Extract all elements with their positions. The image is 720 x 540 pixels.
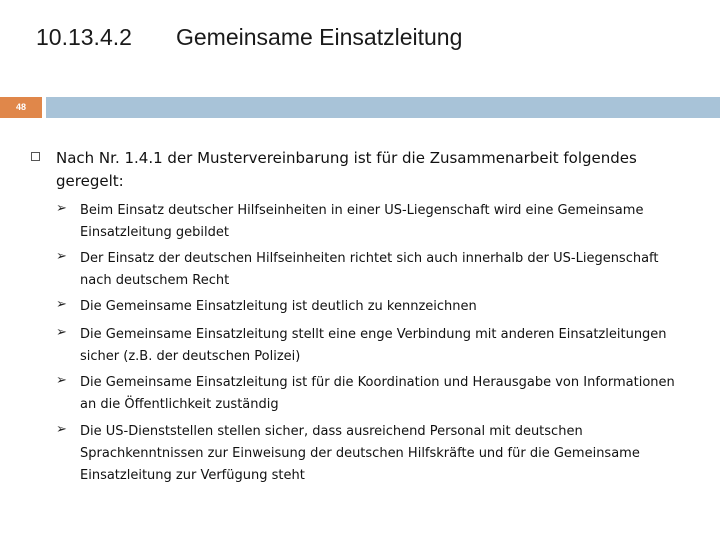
slide-title xyxy=(36,24,462,51)
section-number: 10.13.4.2 xyxy=(36,24,132,50)
main-point: Nach Nr. 1.4.1 der Mustervereinbarung ist für die Zusammenarbeit folgendes geregelt: xyxy=(56,149,637,190)
sub-point-text: Die Gemeinsame Einsatzleitung stellt eine enge Verbindung mit anderen Einsatzleitungen sicher (z.B. der deutschen Polizei) xyxy=(80,327,667,364)
arrow-bullet-icon: ➢ xyxy=(56,325,67,340)
arrow-bullet-icon: ➢ xyxy=(56,373,67,388)
sub-point-text: Der Einsatz der deutschen Hilfseinheiten richtet sich auch innerhalb der US-Liegenschaft nach deutschem Recht xyxy=(80,251,659,288)
title-text: Gemeinsame Einsatzleitung xyxy=(176,24,463,50)
page-number-bar xyxy=(0,97,42,118)
sub-point-text: Beim Einsatz deutscher Hilfseinheiten in einer US-Liegenschaft wird eine Gemeinsame Einsatzleitung gebildet xyxy=(80,203,644,240)
square-bullet-icon xyxy=(31,152,40,161)
arrow-bullet-icon: ➢ xyxy=(56,422,67,437)
sub-point-text: Die Gemeinsame Einsatzleitung ist deutlich zu kennzeichnen xyxy=(80,299,477,314)
sub-point-text: Die US-Dienststellen stellen sicher, dass ausreichend Personal mit deutschen Sprachkenntnissen zur Einweisung der deutschen Hilfskräfte und für die Gemeinsame Einsatzleitung zur Verfügung steht xyxy=(80,424,640,483)
header-divider-bar xyxy=(46,97,720,118)
arrow-bullet-icon: ➢ xyxy=(56,201,67,216)
page-number: 48 xyxy=(15,102,26,112)
sub-point-text: Die Gemeinsame Einsatzleitung ist für die Koordination und Herausgabe von Informationen an die Öffentlichkeit zuständig xyxy=(80,375,675,412)
arrow-bullet-icon: ➢ xyxy=(56,297,67,312)
arrow-bullet-icon: ➢ xyxy=(56,249,67,264)
